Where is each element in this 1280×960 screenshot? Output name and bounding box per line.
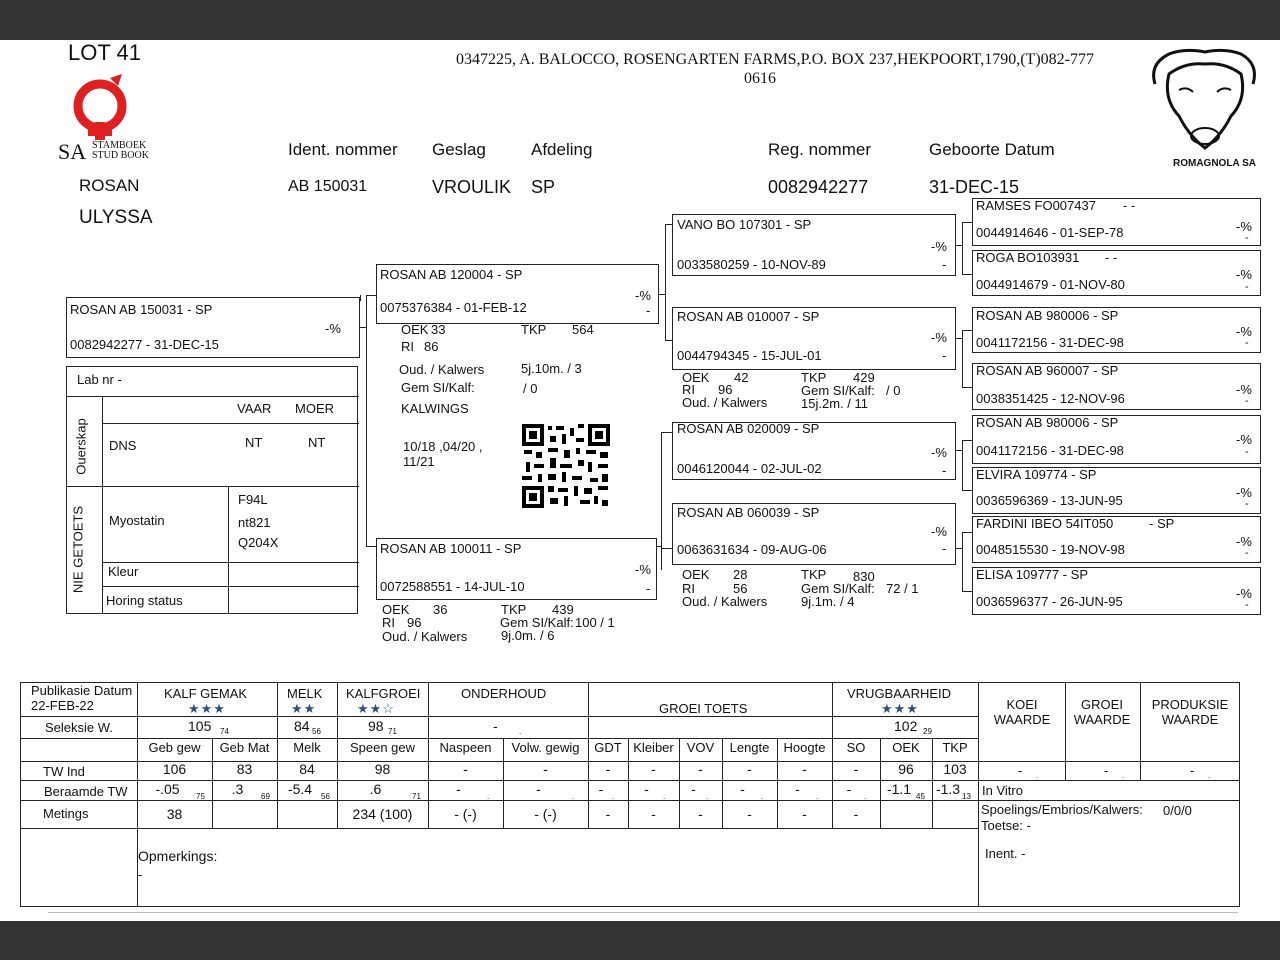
column-label-4: Naspeen [439, 740, 492, 755]
tw-value-9: - [747, 761, 752, 777]
top-bar [0, 0, 1280, 40]
ggp-reg: 0044914679 - 01-NOV-80 [976, 277, 1125, 292]
beraamde-acc-11: . [864, 792, 867, 801]
tw-value-8: - [698, 761, 703, 777]
gp4-oud: 9j.1m. / 4 [801, 594, 855, 609]
ggp-reg: 0036596369 - 13-JUN-95 [976, 493, 1123, 508]
kalwings-dates-2: 11/21 [403, 454, 435, 469]
sire-ri-label: RI [401, 339, 414, 354]
column-label-10: Hoogte [783, 740, 826, 755]
beraamde-acc-12: 45 [916, 792, 925, 801]
grandparent-box-1 [672, 214, 956, 276]
tw-value-5: - [543, 761, 548, 777]
gp4-tkp: 830 [853, 569, 875, 584]
seleksie-kalf: 105 [188, 718, 212, 734]
opmerkings-value: - [138, 867, 143, 882]
ggp-pct: -% [1236, 485, 1252, 500]
beraamde-value-7: - [644, 781, 649, 797]
dam-reg: 0072588551 - 14-JUL-10 [380, 579, 525, 594]
tw-ind-label: TW Ind [43, 764, 85, 779]
column-label-7: Kleiber [633, 740, 674, 755]
birth-value: 31-DEC-15 [929, 177, 1020, 197]
seleksie-vrugbaarheid-acc: 29 [923, 727, 932, 736]
beraamde-value-1: .3 [231, 781, 244, 797]
gp-dash: - [942, 541, 947, 556]
romagnola-logo-text: ROMAGNOLA SA [1173, 158, 1256, 169]
beraamde-value-8: - [691, 781, 696, 797]
beraamde-value-11: - [846, 781, 852, 797]
kalfgroei-stars: ★★☆ [357, 701, 395, 716]
ident-value: AB 150031 [288, 178, 368, 195]
ggp-pct: -% [1236, 586, 1252, 601]
sire-tkp: 564 [572, 322, 594, 337]
gp2-oud: 15j.2m. / 11 [801, 396, 868, 411]
kalwings-dates-1: 10/18 ,04/20 , [403, 439, 483, 454]
dam-gem-label: Gem SI/Kalf: [500, 615, 574, 630]
in-vitro-label: In Vitro [982, 783, 1023, 798]
opmerkings-label: Opmerkings: [138, 848, 218, 864]
great-grandparent-box-8 [972, 567, 1261, 615]
ggp-title: ROSAN AB 980006 - SP [976, 308, 1119, 323]
dam-oud: 9j.0m. / 6 [501, 628, 555, 643]
dam-gem: 100 / 1 [575, 615, 615, 630]
ggp-pct: -% [1236, 219, 1252, 234]
ggp-dash: - [1245, 337, 1249, 349]
sire-ri: 86 [424, 339, 439, 354]
beraamde-value-9: - [740, 781, 745, 797]
myostatin-f94l: F94L [238, 492, 268, 507]
gp2-gem: / 0 [886, 383, 901, 398]
reg-value: 0082942277 [768, 177, 869, 197]
great-grandparent-box-5 [972, 415, 1261, 464]
tw-value-10: - [802, 761, 807, 777]
kalf-gemak-header: KALF GEMAK [164, 686, 248, 701]
dns-moer: NT [308, 435, 326, 450]
ggp-reg: 0036596377 - 26-JUN-95 [976, 594, 1123, 609]
great-grandparent-box-7 [972, 516, 1261, 563]
melk-header: MELK [287, 686, 323, 701]
produksie-waarde-value: - [1190, 763, 1195, 778]
logo-stamboek-text: STAMBOEK [92, 140, 147, 151]
sire-pct: -% [635, 288, 651, 303]
animal-box [66, 297, 360, 358]
ggp-title: ELISA 109777 - SP [976, 567, 1089, 582]
ggp-title: ROSAN AB 980006 - SP [976, 415, 1119, 430]
lot-number: LOT 41 [68, 40, 141, 65]
sire-oud-label: Oud. / Kalwers [399, 362, 485, 377]
gp-title: ROSAN AB 020009 - SP [677, 421, 820, 436]
great-grandparent-box-4 [972, 363, 1261, 410]
bottom-bar [0, 921, 1280, 960]
gp4-ri-label: RI [682, 581, 695, 596]
gp-dash: - [942, 348, 947, 363]
sire-gem-label: Gem SI/Kalf: [401, 380, 475, 395]
breeder-address-line2: 0616 [744, 70, 776, 87]
gp4-gem: 72 / 1 [886, 581, 919, 596]
gp-reg: 0033580259 - 10-NOV-89 [677, 257, 826, 272]
ggp-dash: - [1245, 232, 1249, 244]
myostatin-nt821: nt821 [238, 515, 271, 530]
grandparent-box-3 [672, 422, 956, 480]
kalf-gemak-stars: ★★★ [188, 701, 226, 716]
gp2-gem-label: Gem SI/Kalf: [801, 383, 875, 398]
seleksie-onderhoud-acc: . [519, 727, 522, 736]
great-grandparent-box-6 [972, 467, 1261, 514]
seleksie-melk: 84 [294, 718, 310, 734]
koei-waarde-header: KOEI WAARDE [993, 697, 1051, 727]
dam-dash: - [646, 581, 651, 596]
tw-value-13: 103 [943, 761, 967, 777]
qr-code-icon [522, 424, 610, 508]
column-label-3: Speen gew [349, 740, 416, 755]
metings-value-0: 38 [166, 806, 183, 822]
sa-stamboek-logo [58, 74, 158, 166]
vrugbaarheid-stars: ★★★ [881, 701, 919, 716]
tw-value-11: - [853, 761, 859, 777]
beraamde-acc-5: . [572, 792, 575, 801]
dam-tkp-label: TKP [501, 602, 527, 617]
metings-value-5: - (-) [534, 806, 557, 822]
seleksie-melk-acc: 56 [312, 727, 321, 736]
seleksie-kalf-acc: 74 [220, 727, 229, 736]
beraamde-acc-7: . [663, 792, 666, 801]
beraamde-value-3: .6 [369, 781, 382, 797]
beraamde-value-4: - [456, 781, 461, 797]
kalwings-label: KALWINGS [401, 401, 469, 416]
gp4-oek: 28 [733, 567, 748, 582]
gp-pct: -% [931, 524, 947, 539]
metings-label: Metings [43, 806, 89, 821]
dam-box [376, 538, 657, 600]
groei-waarde-header: GROEI WAARDE [1073, 697, 1131, 727]
gp-dash: - [942, 463, 947, 478]
groei-waarde-acc: . [1122, 771, 1125, 780]
metings-value-8: - [698, 806, 703, 822]
logo-studbook-text: STUD BOOK [92, 150, 149, 161]
gp2-tkp: 429 [853, 370, 875, 385]
gp-reg: 0044794345 - 15-JUL-01 [677, 348, 822, 363]
gender-value: VROULIK [432, 177, 512, 197]
vaar-label: VAAR [237, 401, 272, 416]
gp4-oek-label: OEK [682, 567, 710, 582]
koei-waarde-acc: . [1036, 771, 1039, 780]
myostatin-q204x: Q204X [238, 535, 279, 550]
dam-tkp: 439 [552, 602, 574, 617]
spoelings-label: Spoelings/Embrios/Kalwers: [981, 802, 1143, 817]
column-label-6: GDT [594, 740, 622, 755]
gp2-ri-label: RI [682, 382, 695, 397]
tw-value-4: - [463, 761, 468, 777]
horing-status-label: Horing status [106, 593, 183, 608]
sire-oud: 5j.10m. / 3 [521, 361, 582, 376]
tw-value-0: 106 [162, 761, 187, 777]
sire-oek-label: OEK [401, 322, 429, 337]
ggp-reg: 0041172156 - 31-DEC-98 [976, 443, 1124, 458]
ggp-extra: - - [1123, 198, 1136, 213]
dam-title: ROSAN AB 100011 - SP [380, 541, 522, 556]
tests-panel [66, 366, 358, 614]
beraamde-value-6: - [598, 781, 604, 797]
gp-dash: - [942, 257, 947, 272]
column-label-0: Geb gew [148, 740, 201, 755]
ggp-reg: 0041172156 - 31-DEC-98 [976, 335, 1124, 350]
melk-stars: ★★ [291, 701, 317, 716]
animal-name-1: ROSAN [79, 176, 140, 195]
produksie-waarde-acc: . [1208, 771, 1211, 780]
vrugbaarheid-header: VRUGBAARHEID [847, 686, 952, 701]
ggp-title: ROGA BO103931 [976, 250, 1080, 265]
sire-tkp-label: TKP [521, 322, 547, 337]
animal-box-title: ROSAN AB 150031 - SP [70, 302, 213, 317]
ggp-reg: 0038351425 - 12-NOV-96 [976, 391, 1125, 406]
ggp-pct: -% [1236, 382, 1252, 397]
beraamde-acc-10: . [816, 792, 819, 801]
ggp-title: FARDINI IBEO 54IT050 [976, 516, 1114, 531]
publication-date: 22-FEB-22 [31, 698, 94, 713]
seleksie-kalfgroei: 98 [368, 718, 384, 734]
gp-title: ROSAN AB 010007 - SP [677, 309, 820, 324]
dns-vaar: NT [245, 435, 263, 450]
beraamde-acc-8: . [706, 792, 709, 801]
ggp-dash: - [1245, 446, 1249, 458]
animal-box-pct: -% [325, 321, 341, 336]
reg-label: Reg. nommer [768, 140, 871, 159]
beraamde-value-5: - [536, 781, 541, 797]
tw-value-7: - [651, 761, 656, 777]
column-label-5: Volw. gewig [511, 740, 580, 755]
sire-title: ROSAN AB 120004 - SP [380, 267, 523, 282]
metings-value-10: - [802, 806, 807, 822]
metings-value-3: 234 (100) [352, 806, 413, 822]
seleksie-vrugbaarheid: 102 [894, 718, 918, 734]
ouerskap-label: Ouerskap [73, 418, 89, 475]
beraamde-tw-label: Beraamde TW [44, 784, 128, 799]
kleur-label: Kleur [108, 564, 139, 579]
tw-value-2: 84 [299, 761, 315, 777]
qr-code[interactable] [522, 424, 610, 508]
sire-dash: - [646, 303, 651, 318]
beraamde-value-13: -1.3 [935, 781, 961, 797]
beraamde-value-12: -1.1 [886, 781, 912, 797]
beraamde-acc-13: 13 [962, 792, 971, 801]
romagnola-logo [1145, 44, 1265, 174]
gp2-oek-label: OEK [682, 370, 710, 385]
section-label: Afdeling [531, 140, 593, 159]
beraamde-acc-4: . [487, 792, 490, 801]
beraamde-acc-6: . [612, 792, 615, 801]
sire-gem: / 0 [523, 381, 538, 396]
onderhoud-header: ONDERHOUD [461, 686, 547, 701]
beraamde-value-10: - [795, 781, 800, 797]
great-grandparent-box-2 [972, 250, 1261, 296]
breeder-address-line1: 0347225, A. BALOCCO, ROSENGARTEN FARMS,P.O. BOX 237,HEKPOORT,1790,(T)082-777 [456, 51, 1094, 68]
tw-value-6: - [605, 761, 611, 777]
inent-label: Inent. - [985, 846, 1026, 861]
column-label-9: Lengte [729, 740, 770, 755]
beraamde-acc-1: 69 [261, 792, 270, 801]
groei-toets-header: GROEI TOETS [659, 701, 748, 716]
seleksie-kalfgroei-acc: 71 [388, 727, 397, 736]
gp2-oud-label: Oud. / Kalwers [682, 395, 768, 410]
gp-pct: -% [931, 330, 947, 345]
metings-value-4: - (-) [454, 806, 477, 822]
dam-ri-label: RI [382, 615, 395, 630]
toetse-label: Toetse: - [981, 818, 1031, 833]
beraamde-acc-0: 75 [196, 792, 205, 801]
beraamde-value-2: -5.4 [287, 781, 313, 797]
grandparent-box-4 [672, 503, 956, 565]
ggp-reg: 0044914646 - 01-SEP-78 [976, 225, 1124, 240]
ggp-dash: - [1245, 498, 1249, 510]
myostatin-label: Myostatin [109, 513, 165, 528]
gp4-oud-label: Oud. / Kalwers [682, 594, 768, 609]
produksie-waarde-header: PRODUKSIE WAARDE [1151, 697, 1229, 727]
sire-reg: 0075376384 - 01-FEB-12 [380, 300, 527, 315]
column-label-1: Geb Mat [219, 740, 270, 755]
gp-title: VANO BO 107301 - SP [677, 217, 812, 232]
gp-reg: 0063631634 - 09-AUG-06 [677, 542, 827, 557]
dam-pct: -% [635, 562, 651, 577]
column-label-8: VOV [686, 740, 715, 755]
ggp-pct: -% [1236, 324, 1252, 339]
gp-reg: 0046120044 - 02-JUL-02 [677, 461, 822, 476]
ggp-dash: - [1245, 395, 1249, 407]
gp-pct: -% [931, 445, 947, 460]
tw-value-12: 96 [898, 761, 914, 777]
ggp-pct: -% [1236, 534, 1252, 549]
seleksie-label: Seleksie W. [45, 720, 113, 735]
beraamde-acc-3: 71 [412, 792, 421, 801]
ggp-title: ROSAN AB 960007 - SP [976, 363, 1119, 378]
ggp-title: ELVIRA 109774 - SP [976, 467, 1097, 482]
moer-label: MOER [295, 401, 334, 416]
grandparent-box-2 [672, 307, 956, 370]
gender-label: Geslag [432, 140, 486, 159]
ggp-dash: - [1245, 599, 1249, 611]
groei-waarde-value: - [1104, 763, 1109, 778]
column-label-2: Melk [293, 740, 321, 755]
beraamde-acc-2: 56 [321, 792, 330, 801]
ident-label: Ident. nommer [288, 140, 398, 159]
great-grandparent-box-1 [972, 198, 1261, 246]
koei-waarde-value: - [1018, 763, 1023, 778]
ggp-dash: - [1245, 547, 1249, 559]
nie-getoets-label: NIE GETOETS [70, 505, 86, 594]
column-label-13: TKP [942, 740, 968, 755]
stamboek-emblem-icon [58, 74, 158, 144]
metings-value-11: - [853, 806, 859, 822]
ggp-dash: - [1245, 281, 1249, 293]
gp2-tkp-label: TKP [801, 370, 827, 385]
metings-value-9: - [747, 806, 752, 822]
beraamde-value-0: -.05 [155, 781, 180, 797]
gp2-oek: 42 [734, 370, 749, 385]
ggp-pct: -% [1236, 267, 1252, 282]
gp2-ri: 96 [718, 382, 733, 397]
cow-head-icon [1145, 44, 1265, 156]
gp-title: ROSAN AB 060039 - SP [677, 505, 820, 520]
column-label-12: OEK [892, 740, 920, 755]
metings-value-6: - [605, 806, 611, 822]
lab-number: Lab nr - [77, 372, 122, 387]
dam-oek: 36 [433, 602, 448, 617]
ggp-pct: -% [1236, 432, 1252, 447]
dns-label: DNS [109, 438, 137, 453]
tw-value-1: 83 [236, 761, 253, 777]
dam-oek-label: OEK [382, 602, 410, 617]
logo-sa-text: SA [58, 139, 87, 164]
section-value: SP [531, 177, 556, 197]
sire-oek: 33 [431, 322, 446, 337]
sire-box [376, 264, 659, 324]
seleksie-onderhoud: - [493, 718, 498, 734]
animal-name-2: ULYSSA [79, 207, 153, 228]
tw-value-3: 98 [374, 761, 391, 777]
gp4-ri: 56 [733, 581, 748, 596]
gp-pct: -% [931, 239, 947, 254]
birth-label: Geboorte Datum [929, 140, 1055, 159]
ggp-reg: 0048515530 - 19-NOV-98 [976, 542, 1125, 557]
gp4-tkp-label: TKP [801, 567, 827, 582]
ggp-extra: - - [1105, 250, 1118, 265]
kalfgroei-header: KALFGROEI [346, 686, 421, 701]
publication-date-label: Publikasie Datum [31, 683, 133, 698]
dam-oud-label: Oud. / Kalwers [382, 629, 468, 644]
column-label-11: SO [846, 740, 866, 755]
beraamde-acc-9: . [761, 792, 764, 801]
spoelings-value: 0/0/0 [1163, 803, 1192, 818]
metings-value-7: - [651, 806, 656, 822]
ggp-title: RAMSES FO007437 [976, 198, 1096, 213]
great-grandparent-box-3 [972, 307, 1261, 353]
ggp-extra: - SP [1149, 516, 1175, 531]
animal-box-reg: 0082942277 - 31-DEC-15 [70, 337, 219, 352]
gp4-gem-label: Gem SI/Kalf: [801, 581, 875, 596]
dam-ri: 96 [407, 615, 422, 630]
